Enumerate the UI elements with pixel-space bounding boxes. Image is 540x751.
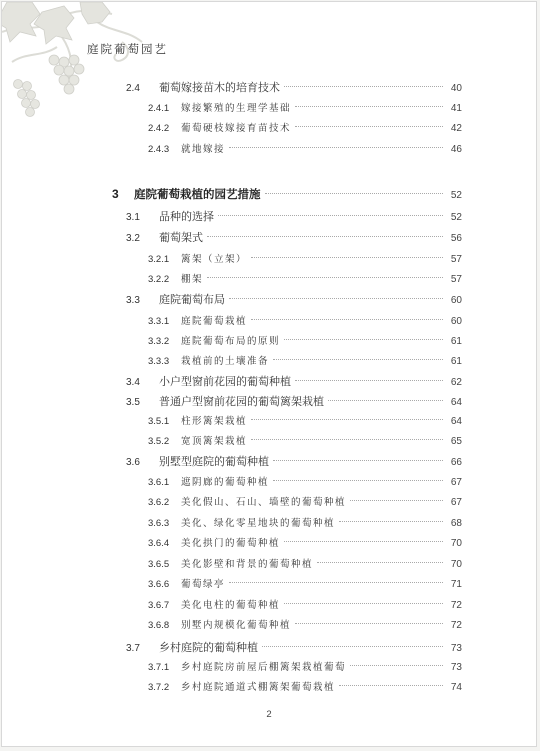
toc-entry-section[interactable] <box>126 78 462 98</box>
toc-entry-page: 41 <box>450 103 462 114</box>
toc-entry-title: 普通户型窗前花园的葡萄篱架栽植 <box>159 395 324 408</box>
dot-leader <box>284 603 443 604</box>
dot-leader <box>229 147 443 148</box>
dot-leader <box>284 339 443 340</box>
toc-entry-number: 3.7.1 <box>148 662 170 673</box>
dot-leader <box>295 126 443 127</box>
toc-entry-page: 46 <box>450 144 462 155</box>
toc-entry-page: 61 <box>450 356 462 367</box>
toc-entry-sub[interactable] <box>148 493 462 513</box>
toc-entry-sub[interactable] <box>148 99 462 119</box>
dot-leader <box>229 582 443 583</box>
dot-leader <box>295 106 443 107</box>
toc-entry-title: 乡村庭院的葡萄种植 <box>159 641 258 654</box>
toc-entry-page: 70 <box>450 538 462 549</box>
toc-entry-sub[interactable] <box>148 514 462 534</box>
toc-entry-title: 别墅内规模化葡萄种植 <box>181 620 292 631</box>
toc-entry-page: 42 <box>450 123 462 134</box>
dot-leader <box>284 86 443 87</box>
toc-entry-number: 3.5.1 <box>148 416 170 427</box>
dot-leader <box>218 215 443 216</box>
dot-leader <box>229 298 443 299</box>
toc-entry-sub[interactable] <box>148 250 462 270</box>
toc-entry-title: 篱架（立架） <box>181 254 248 265</box>
dot-leader <box>339 685 443 686</box>
toc-entry-page: 52 <box>450 212 462 223</box>
toc-entry-number: 3.6.7 <box>148 600 170 611</box>
toc-entry-section[interactable] <box>126 392 462 412</box>
toc-entry-number: 3.3.3 <box>148 356 170 367</box>
toc-entry-page: 73 <box>450 643 462 654</box>
toc-entry-title: 小户型窗前花园的葡萄种植 <box>159 375 291 388</box>
toc-entry-title: 遮阴廊的葡萄种植 <box>181 477 270 488</box>
toc-entry-title: 乡村庭院房前屋后棚篱架栽植葡萄 <box>181 662 347 673</box>
dot-leader <box>251 257 443 258</box>
toc-entry-sub[interactable] <box>148 534 462 554</box>
toc-entry-number: 3.3.1 <box>148 316 170 327</box>
dot-leader <box>265 193 444 194</box>
toc-entry-title: 就地嫁接 <box>181 144 226 155</box>
toc-entry-title: 庭院葡萄布局 <box>159 293 225 306</box>
toc-entry-page: 74 <box>450 682 462 693</box>
toc-entry-title: 葡萄绿亭 <box>181 579 226 590</box>
toc-entry-page: 64 <box>450 416 462 427</box>
toc-entry-sub[interactable] <box>148 555 462 575</box>
toc-entry-page: 67 <box>450 497 462 508</box>
page-number: 2 <box>266 709 272 720</box>
toc-entry-page: 61 <box>450 336 462 347</box>
toc-entry-number: 3.6 <box>126 457 140 468</box>
toc-entry-number: 3.6.8 <box>148 620 170 631</box>
toc-entry-page: 73 <box>450 662 462 673</box>
toc-entry-number: 3.3.2 <box>148 336 170 347</box>
toc-entry-section[interactable] <box>126 452 462 472</box>
toc-entry-page: 57 <box>450 274 462 285</box>
toc-entry-sub[interactable] <box>148 678 462 698</box>
toc-entry-number: 3.1 <box>126 212 140 223</box>
toc-entry-sub[interactable] <box>148 119 462 139</box>
toc-entry-title: 美化电柱的葡萄种植 <box>181 600 281 611</box>
toc-entry-chapter[interactable] <box>112 184 462 204</box>
toc-entry-number: 3.6.2 <box>148 497 170 508</box>
dot-leader <box>207 236 443 237</box>
toc-entry-number: 3.4 <box>126 377 140 388</box>
toc-entry-sub[interactable] <box>148 596 462 616</box>
toc-entry-number: 3.2.1 <box>148 254 170 265</box>
dot-leader <box>295 380 443 381</box>
toc-entry-page: 70 <box>450 559 462 570</box>
toc-entry-page: 57 <box>450 254 462 265</box>
toc-entry-title: 葡萄嫁接苗木的培育技术 <box>159 81 280 94</box>
grape-vine-ornament <box>2 2 152 142</box>
dot-leader <box>251 319 443 320</box>
toc-entry-page: 66 <box>450 457 462 468</box>
dot-leader <box>251 419 443 420</box>
toc-entry-title: 美化拱门的葡萄种植 <box>181 538 281 549</box>
toc-entry-section[interactable] <box>126 228 462 248</box>
toc-entry-page: 62 <box>450 377 462 388</box>
toc-entry-number: 2.4.2 <box>148 123 170 134</box>
toc-entry-page: 60 <box>450 316 462 327</box>
toc-entry-number: 3.6.6 <box>148 579 170 590</box>
toc-entry-page: 52 <box>450 190 462 201</box>
toc-entry-title: 庭院葡萄布局的原则 <box>181 336 281 347</box>
toc-entry-sub[interactable] <box>148 658 462 678</box>
dot-leader <box>262 646 443 647</box>
toc-entry-number: 3.7.2 <box>148 682 170 693</box>
toc-entry-number: 3.5.2 <box>148 436 170 447</box>
dot-leader <box>295 623 443 624</box>
toc-entry-page: 71 <box>450 579 462 590</box>
toc-entry-number: 3.3 <box>126 295 140 306</box>
toc-entry-section[interactable] <box>126 638 462 658</box>
dot-leader <box>207 277 443 278</box>
dot-leader <box>339 521 443 522</box>
toc-entry-sub[interactable] <box>148 473 462 493</box>
toc-entry-number: 3.2 <box>126 233 140 244</box>
dot-leader <box>273 480 443 481</box>
toc-entry-title: 庭院葡萄栽植的园艺措施 <box>134 187 261 201</box>
toc-entry-title: 栽植前的土壤准备 <box>181 356 270 367</box>
toc-entry-page: 65 <box>450 436 462 447</box>
toc-entry-sub[interactable] <box>148 140 462 160</box>
toc-entry-page: 64 <box>450 397 462 408</box>
toc-entry-number: 3 <box>112 187 119 201</box>
toc-entry-title: 葡萄硬枝嫁接育苗技术 <box>181 123 292 134</box>
dot-leader <box>251 439 443 440</box>
toc-entry-sub[interactable] <box>148 575 462 595</box>
toc-entry-page: 72 <box>450 620 462 631</box>
toc-entry-number: 3.6.3 <box>148 518 170 529</box>
toc-entry-title: 乡村庭院通道式棚篱架葡萄栽植 <box>181 682 336 693</box>
toc-entry-number: 2.4.1 <box>148 103 170 114</box>
toc-entry-page: 60 <box>450 295 462 306</box>
toc-entry-number: 3.6.5 <box>148 559 170 570</box>
running-header-title: 庭院葡萄园艺 <box>87 42 168 56</box>
toc-entry-title: 宽顶篱架栽植 <box>181 436 248 447</box>
book-page <box>1 1 537 747</box>
toc-entry-number: 2.4.3 <box>148 144 170 155</box>
dot-leader <box>284 541 443 542</box>
toc-entry-title: 葡萄架式 <box>159 231 203 244</box>
toc-entry-number: 3.2.2 <box>148 274 170 285</box>
toc-entry-sub[interactable] <box>148 332 462 352</box>
toc-entry-sub[interactable] <box>148 270 462 290</box>
toc-entry-title: 棚架 <box>181 274 204 285</box>
toc-entry-sub[interactable] <box>148 616 462 636</box>
toc-entry-number: 3.6.1 <box>148 477 170 488</box>
dot-leader <box>273 359 443 360</box>
dot-leader <box>350 500 443 501</box>
toc-entry-section[interactable] <box>126 290 462 310</box>
toc-entry-number: 3.7 <box>126 643 140 654</box>
toc-entry-title: 品种的选择 <box>159 210 214 223</box>
toc-entry-number: 2.4 <box>126 83 140 94</box>
dot-leader <box>273 460 443 461</box>
toc-entry-sub[interactable] <box>148 312 462 332</box>
toc-entry-title: 美化、绿化零星地块的葡萄种植 <box>181 518 336 529</box>
toc-entry-title: 美化影壁和背景的葡萄种植 <box>181 559 314 570</box>
toc-entry-page: 56 <box>450 233 462 244</box>
toc-entry-page: 67 <box>450 477 462 488</box>
toc-entry-title: 别墅型庭院的葡萄种植 <box>159 455 269 468</box>
toc-entry-title: 庭院葡萄栽植 <box>181 316 248 327</box>
toc-entry-sub[interactable] <box>148 412 462 432</box>
toc-entry-title: 柱形篱架栽植 <box>181 416 248 427</box>
dot-leader <box>328 400 443 401</box>
toc-entry-sub[interactable] <box>148 432 462 452</box>
toc-entry-sub[interactable] <box>148 352 462 372</box>
toc-entry-number: 3.5 <box>126 397 140 408</box>
toc-entry-title: 嫁接繁殖的生理学基础 <box>181 103 292 114</box>
toc-entry-section[interactable] <box>126 372 462 392</box>
toc-entry-page: 72 <box>450 600 462 611</box>
toc-entry-title: 美化假山、石山、墙壁的葡萄种植 <box>181 497 347 508</box>
toc-entry-number: 3.6.4 <box>148 538 170 549</box>
dot-leader <box>317 562 443 563</box>
toc-entry-page: 68 <box>450 518 462 529</box>
toc-entry-section[interactable] <box>126 207 462 227</box>
toc-entry-page: 40 <box>450 83 462 94</box>
dot-leader <box>350 665 443 666</box>
